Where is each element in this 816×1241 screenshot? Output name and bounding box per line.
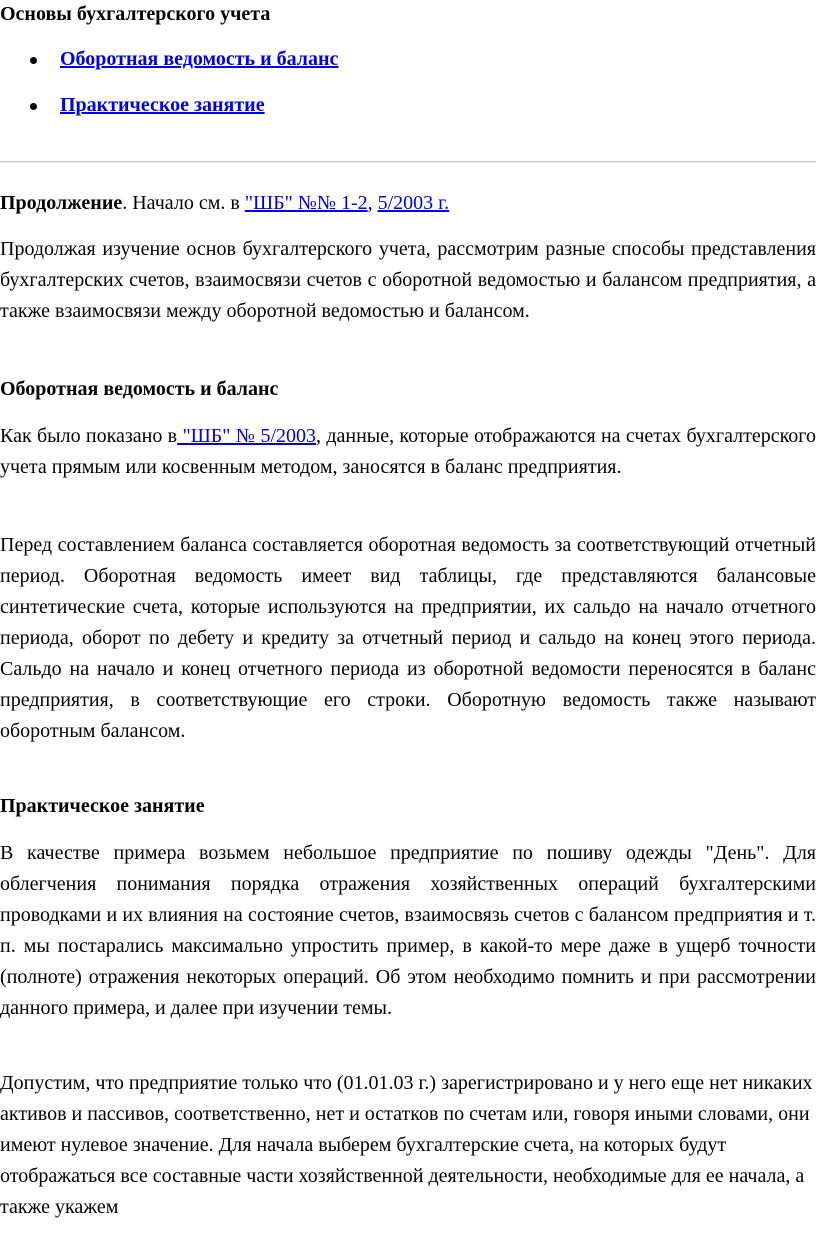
toc-item bbox=[0, 90, 338, 136]
issue-link-shb-5-2003[interactable]: "ШБ" № 5/2003 bbox=[177, 425, 317, 447]
continuation-text: . Начало см. в bbox=[122, 192, 245, 214]
section-title-turnover: Оборотная ведомость и баланс bbox=[0, 378, 279, 400]
horizontal-divider bbox=[0, 161, 816, 163]
page-title: Основы бухгалтерского учета bbox=[0, 3, 271, 25]
toc-link-practical-lesson[interactable]: Практическое занятие bbox=[60, 94, 265, 116]
issue-link-1-2[interactable]: "ШБ" №№ 1-2 bbox=[244, 192, 368, 214]
continuation-note bbox=[0, 188, 816, 219]
section-title-practical: Практическое занятие bbox=[0, 795, 205, 817]
section1-paragraph-1 bbox=[0, 421, 816, 483]
issue-link-5-2003[interactable]: 5/2003 г. bbox=[377, 192, 450, 214]
section1-p1-before: Как было показано в bbox=[0, 425, 178, 447]
section1-paragraph-2: Перед составлением баланса составляется оборотная ведомость за соответствующий отчетный период. Оборотная ведомость имеет вид таблицы, где представляются балансовые синтетические счета, которые используются на предприятии, их сальдо на начало отчетного периода, оборот по дебету и кредиту за отчетный период и сальдо на конец этого периода. Сальдо на начало и конец отчетного периода из оборотной ведомости переносятся в баланс предприятия, в соответствующие его строки. Оборотную ведомость также называют оборотным балансом. bbox=[0, 534, 816, 742]
toc-item bbox=[0, 44, 338, 90]
section2-paragraph-2: Допустим, что предприятие только что (01.01.03 г.) зарегистрировано и у него еще нет никаких активов и пассивов, соответственно, нет и остатков по счетам или, говоря иными словами, они имеют нулевое значение. Для начала выберем бухгалтерские счета, на которых будут отображаться все составные части хозяйственной деятельности, необходимые для ее начала, а также укажем bbox=[0, 1072, 813, 1218]
section1-p1-after: , данные, которые отображаются на счетах бухгалтерского учета прямым или косвенным методом, заносятся в баланс предприятия. bbox=[0, 425, 816, 478]
table-of-contents bbox=[0, 44, 338, 136]
intro-paragraph: Продолжая изучение основ бухгалтерского учета, рассмотрим разные способы представления бухгалтерских счетов, взаимосвязи счетов с оборотной ведомостью и балансом предприятия, а также взаимосвязи между оборотной ведомостью и балансом. bbox=[0, 238, 816, 322]
continuation-bold: Продолжение bbox=[0, 192, 123, 214]
toc-link-turnover-sheet[interactable]: Оборотная ведомость и баланс bbox=[60, 48, 339, 70]
continuation-separator: , bbox=[367, 192, 378, 214]
bullet-icon bbox=[30, 103, 37, 110]
bullet-icon bbox=[30, 57, 37, 64]
section2-paragraph-1: В качестве примера возьмем небольшое предприятие по пошиву одежды "День". Для облегчения понимания порядка отражения хозяйственных операций бухгалтерскими проводками и их влияния на состояние счетов, взаимосвязь счетов с балансом предприятия и т. п. мы постарались максимально упростить пример, в какой-то мере даже в ущерб точности (полноте) отражения некоторых операций. Об этом необходимо помнить и при рассмотрении данного примера, и далее при изучении темы. bbox=[0, 842, 816, 1019]
